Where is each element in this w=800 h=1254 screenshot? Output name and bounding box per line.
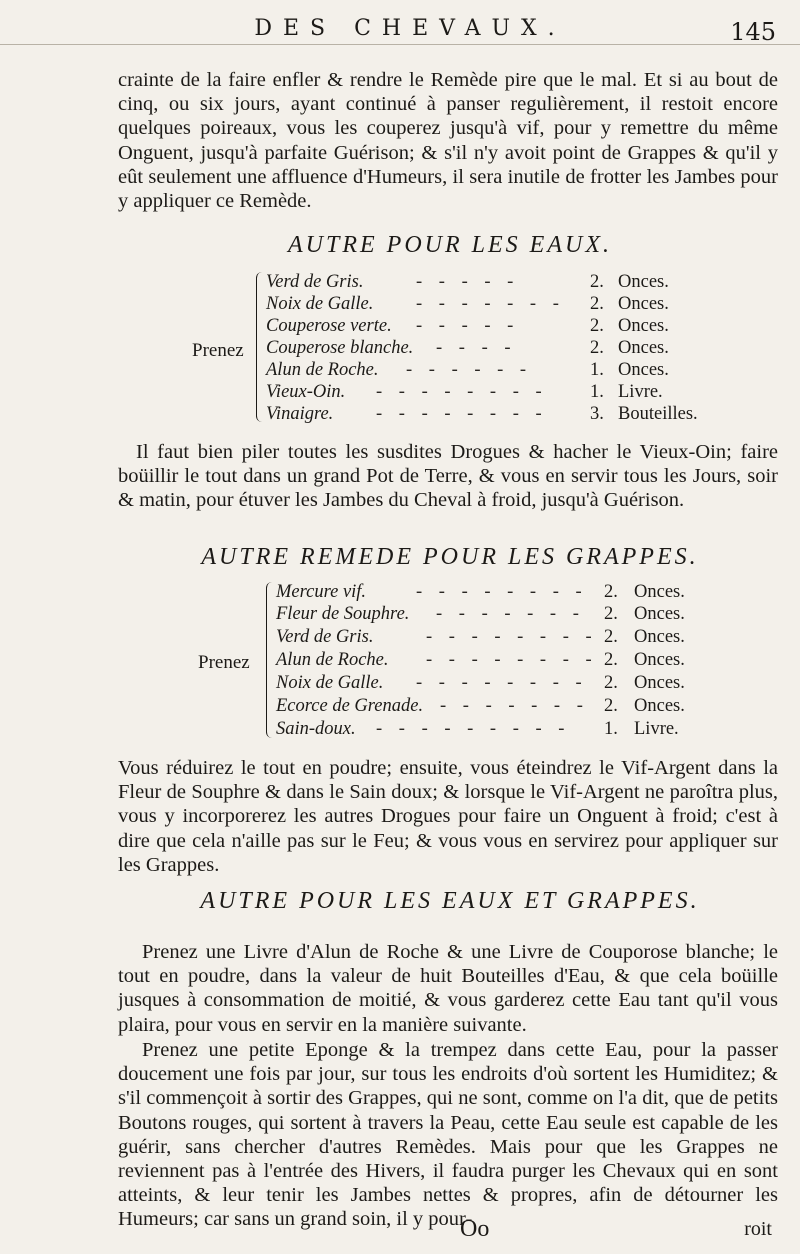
ingredient-qty: 1. <box>590 382 604 402</box>
paragraph-after-recipe-grappes: Vous réduirez le tout en poudre; ensuite, vous éteindrez le Vif-Argent dans la Fleur de Souphre & dans le Sain doux; & lorsque le Vif-Argent ne paroîtra plus, vous y incorporerez les autres Drogues pour faire un Onguent à froid; c'est à dire que cela n'aille pas sur le Feu; & vous vous en servirez pour appliquer sur les Grappes. <box>118 757 778 876</box>
paragraph-after-recipe-eaux: Il faut bien piler toutes les susdites Drogues & hacher le Vieux-Oin; faire boüillir le tout dans un grand Pot de Terre, & vous en servir tous les Jours, soir & matin, pour étuver les Jambes du Cheval à froid, jusqu'à Guérison. <box>118 441 778 512</box>
brace <box>266 582 275 738</box>
leader-dots: - - - - - - - - <box>416 673 588 693</box>
ingredient-row <box>266 316 706 338</box>
signature-mark: Oo <box>460 1216 490 1242</box>
ingredient-qty: 2. <box>590 316 604 336</box>
prenez-label: Prenez <box>192 340 244 361</box>
ingredient-unit: Onces. <box>618 360 669 380</box>
prenez-label: Prenez <box>198 652 250 673</box>
ingredient-unit: Onces. <box>634 604 685 624</box>
leader-dots: - - - - <box>436 338 517 358</box>
ingredient-unit: Onces. <box>618 294 669 314</box>
heading-eaux: AUTRE POUR LES EAUX. <box>288 232 612 258</box>
ingredient-row <box>266 360 706 382</box>
leader-dots: - - - - - - - - <box>416 582 588 602</box>
leader-dots: - - - - - - - - <box>426 650 598 670</box>
ingredient-unit: Onces. <box>618 316 669 336</box>
ingredient-unit: Livre. <box>618 382 663 402</box>
ingredient-unit: Onces. <box>618 338 669 358</box>
ingredient-row <box>276 582 706 604</box>
ingredient-name: Noix de Galle. <box>276 673 384 693</box>
ingredient-qty: 2. <box>604 604 618 624</box>
leader-dots: - - - - - - - - <box>376 404 548 424</box>
ingredient-unit: Onces. <box>618 272 669 292</box>
ingredient-unit: Onces. <box>634 673 685 693</box>
ingredient-qty: 2. <box>604 582 618 602</box>
ingredient-row <box>266 382 706 404</box>
ingredient-row <box>276 696 706 718</box>
ingredient-qty: 2. <box>590 338 604 358</box>
ingredient-qty: 2. <box>604 627 618 647</box>
catchword: roit <box>744 1218 772 1240</box>
ingredient-unit: Bouteilles. <box>618 404 698 424</box>
ingredient-row <box>276 627 706 649</box>
ingredient-name: Couperose blanche. <box>266 338 414 358</box>
ingredient-name: Alun de Roche. <box>276 650 389 670</box>
ingredient-qty: 1. <box>590 360 604 380</box>
ingredient-row <box>276 650 706 672</box>
ingredient-qty: 2. <box>590 272 604 292</box>
leader-dots: - - - - - <box>416 272 520 292</box>
ingredient-unit: Onces. <box>634 696 685 716</box>
ingredient-qty: 2. <box>604 673 618 693</box>
ingredient-row <box>266 404 706 426</box>
heading-eaux-grappes: AUTRE POUR LES EAUX ET GRAPPES. <box>200 888 700 914</box>
running-head <box>0 14 800 45</box>
ingredient-name: Vieux-Oin. <box>266 382 346 402</box>
ingredient-row <box>266 338 706 360</box>
ingredient-unit: Onces. <box>634 650 685 670</box>
leader-dots: - - - - - - - - <box>376 382 548 402</box>
running-title: DES CHEVAUX. <box>254 16 566 41</box>
ingredient-row <box>276 673 706 695</box>
ingredient-qty: 2. <box>590 294 604 314</box>
leader-dots: - - - - - - - - - <box>376 719 571 739</box>
leader-dots: - - - - - - - <box>416 294 565 314</box>
intro-paragraph: crainte de la faire enfler & rendre le Remède pire que le mal. Et si au bout de cinq, ou six jours, ayant continué à panser regulièrement, il restoit encore quelques poireaux, vous les couperez jusqu'à vif, pour y remettre du même Onguent, jusqu'à parfaite Guérison; & s'il n'y avoit point de Grappes & qu'il y eût seulement une affluence d'Humeurs, il sera inutile de frotter les Jambes pour y appliquer ce Remède. <box>118 69 778 213</box>
ingredient-row <box>276 604 706 626</box>
ingredient-unit: Onces. <box>634 627 685 647</box>
ingredient-row <box>276 719 706 741</box>
leader-dots: - - - - - - - - <box>426 627 598 647</box>
heading-grappes: AUTRE REMEDE POUR LES GRAPPES. <box>201 544 699 570</box>
ingredient-name: Sain-doux. <box>276 719 356 739</box>
ingredient-name: Couperose verte. <box>266 316 392 336</box>
ingredient-qty: 2. <box>604 650 618 670</box>
ingredient-row <box>266 294 706 316</box>
paragraph-final-1: Prenez une Livre d'Alun de Roche & une Livre de Couporose blanche; le tout en poudre, dans la valeur de huit Bouteilles d'Eau, & que cela boüille jusques à consommation de moitié, & vous garderez cette Eau tant qu'il vous plaira, pour vous en servir en la manière suivante. <box>118 941 778 1036</box>
ingredient-name: Fleur de Souphre. <box>276 604 410 624</box>
leader-dots: - - - - - - - <box>436 604 585 624</box>
ingredient-qty: 3. <box>590 404 604 424</box>
ingredient-qty: 1. <box>604 719 618 739</box>
ingredient-name: Vinaigre. <box>266 404 334 424</box>
leader-dots: - - - - - - - <box>440 696 589 716</box>
ingredient-row <box>266 272 706 294</box>
ingredient-name: Ecorce de Grenade. <box>276 696 424 716</box>
ingredient-name: Verd de Gris. <box>266 272 364 292</box>
brace <box>256 272 265 422</box>
ingredient-name: Mercure vif. <box>276 582 367 602</box>
ingredient-unit: Livre. <box>634 719 679 739</box>
leader-dots: - - - - - <box>416 316 520 336</box>
ingredient-qty: 2. <box>604 696 618 716</box>
ingredient-unit: Onces. <box>634 582 685 602</box>
leader-dots: - - - - - - <box>406 360 533 380</box>
ingredient-name: Noix de Galle. <box>266 294 374 314</box>
paragraph-final-2: Prenez une petite Eponge & la trempez dans cette Eau, pour la passer doucement une fois par jour, sur tous les endroits d'où sortent les Humiditez; & s'il commençoit à sortir des Grappes, qui ne sont, comme on l'a dit, que de petits Boutons rouges, qui sortent à travers la Peau, cette Eau seule est capable de les guérir, sans chercher d'autres Remèdes. Mais pour que les Grappes ne reviennent pas à l'entrée des Hivers, il faudra purger les Chevaux qui en sont atteints, & leur tenir les Jambes nettes & propres, afin de détourner les Humeurs; car sans un grand soin, il y pour- <box>118 1039 778 1231</box>
page-number: 145 <box>730 18 776 46</box>
ingredient-name: Alun de Roche. <box>266 360 379 380</box>
ingredient-name: Verd de Gris. <box>276 627 374 647</box>
